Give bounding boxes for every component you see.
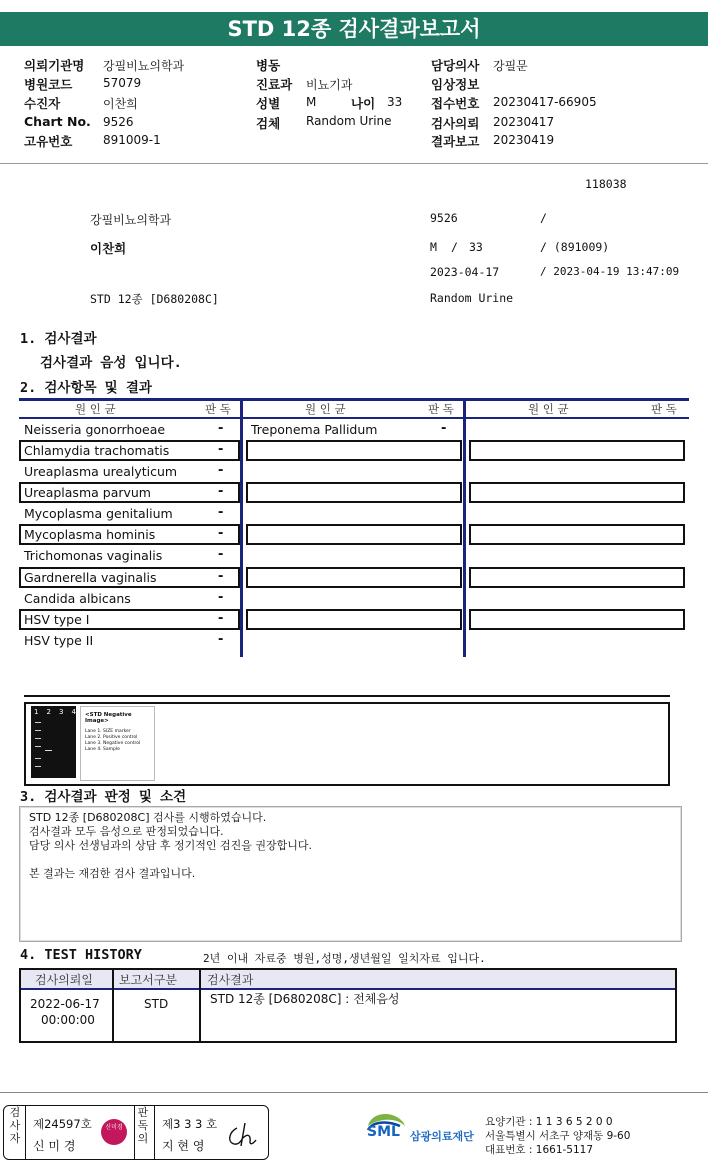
seal-text: 신미경 <box>105 1124 123 1131</box>
gel-legend-item: Lane 2. Positive control <box>85 735 138 740</box>
history-col-divider <box>112 968 114 1043</box>
label-ward: 병동 <box>256 58 281 73</box>
opinion-box <box>19 806 682 942</box>
label-request-date: 검사의뢰 <box>431 116 480 131</box>
gel-legend <box>80 706 155 781</box>
org-code: 요양기관 : 1 1 3 6 5 2 0 0 <box>485 1116 613 1128</box>
report-title: STD 12종 검사결과보고서 <box>0 12 708 46</box>
history-type: STD <box>144 997 169 1011</box>
gel-image <box>31 706 76 778</box>
pathogen-result: - <box>441 421 447 436</box>
opinion-line: STD 12종 [D680208C] 검사를 시행하였습니다. <box>29 811 267 824</box>
history-col-divider <box>199 968 201 1043</box>
grid-header-border <box>19 417 689 419</box>
col-judge-3: 판 독 <box>651 402 677 416</box>
row-box-mid <box>246 609 462 630</box>
summary-slash: / <box>540 211 547 225</box>
label-sex: 성별 <box>256 96 281 111</box>
pathogen-name: Mycoplasma genitalium <box>24 506 173 521</box>
row-box-right <box>469 609 685 630</box>
summary-patient: 이찬희 <box>90 241 127 256</box>
label-receipt-no: 접수번호 <box>431 96 480 111</box>
grid-divider-2 <box>463 398 466 657</box>
label-specimen: 검체 <box>256 116 281 131</box>
value-sex: M <box>306 95 317 109</box>
marker-band <box>35 730 41 731</box>
pathogen-result: - <box>218 590 224 605</box>
gel-legend-title: <STD Negative Image> <box>85 712 132 724</box>
sign-divider <box>154 1106 155 1159</box>
history-result: STD 12종 [D680208C] : 전체음성 <box>210 992 400 1006</box>
reviewer-license: 제3 3 3 호 <box>162 1117 218 1131</box>
pathogen-result: - <box>218 442 224 457</box>
reviewer-signature <box>225 1120 261 1150</box>
row-box-mid <box>246 567 462 588</box>
col-pathogen-1: 원 인 균 <box>75 402 116 416</box>
col-pathogen-2: 원 인 균 <box>305 402 346 416</box>
row-box-right <box>469 567 685 588</box>
pathogen-result: - <box>218 632 224 647</box>
pathogen-result: - <box>218 463 224 478</box>
marker-band <box>35 746 41 747</box>
value-department: 비뇨기과 <box>306 78 353 92</box>
label-department: 진료과 <box>256 77 293 92</box>
pathogen-result: - <box>218 505 224 520</box>
pathogen-name: Ureaplasma parvum <box>24 485 151 500</box>
value-unique-no: 891009-1 <box>103 133 161 147</box>
pathogen-result: - <box>218 547 224 562</box>
section4-heading: 4. TEST HISTORY <box>20 947 142 963</box>
col-pathogen-3: 원 인 균 <box>528 402 569 416</box>
pathogen-name: Trichomonas vaginalis <box>24 548 163 563</box>
section1-heading: 1. 검사결과 <box>20 331 97 347</box>
col-judge-1: 판 독 <box>205 402 231 416</box>
summary-hospital: 강필비뇨의학과 <box>90 213 172 227</box>
value-doctor: 강필문 <box>493 59 528 73</box>
summary-report-datetime: / 2023-04-19 13:47:09 <box>540 265 680 278</box>
pathogen-result: - <box>218 421 224 436</box>
lane-label: 2 <box>46 708 51 716</box>
marker-band <box>35 758 41 759</box>
pathogen-result: - <box>218 611 224 626</box>
summary-request-date: 2023-04-17 <box>430 265 500 279</box>
pathogen-name: Mycoplasma hominis <box>24 527 156 542</box>
opinion-line: 본 결과는 재검한 검사 결과입니다. <box>29 867 196 880</box>
label-unique-no: 고유번호 <box>24 134 73 149</box>
header-divider <box>0 163 708 164</box>
row-box-right <box>469 482 685 503</box>
row-box-right <box>469 440 685 461</box>
value-age: 33 <box>387 95 403 109</box>
summary-specimen: Random Urine <box>430 291 514 305</box>
pathogen-name: Chlamydia trachomatis <box>24 443 170 458</box>
org-name: 삼광의료재단 <box>410 1130 474 1143</box>
history-note: 2년 이내 자료중 병원,성명,생년월일 일치자료 입니다. <box>203 952 486 965</box>
positive-band <box>45 750 52 751</box>
grid-top-border <box>19 398 689 401</box>
value-specimen: Random Urine <box>306 114 392 128</box>
value-hospital-code: 57079 <box>103 76 142 90</box>
gel-legend-item: Lane 4. Sample <box>85 747 120 752</box>
opinion-line <box>29 853 312 867</box>
row-box-mid <box>246 482 462 503</box>
summary-slash-mid: / <box>451 240 458 254</box>
label-patient: 수진자 <box>24 96 61 111</box>
label-age: 나이 <box>351 96 376 111</box>
label-report-date: 결과보고 <box>431 134 480 149</box>
col-judge-2: 판 독 <box>428 402 454 416</box>
section3-heading: 3. 검사결과 판정 및 소견 <box>20 789 187 805</box>
inspector-seal <box>101 1119 127 1145</box>
marker-band <box>35 738 41 739</box>
history-col-type: 보고서구분 <box>119 973 177 987</box>
row-box-mid <box>246 440 462 461</box>
summary-code: 118038 <box>585 177 627 191</box>
value-receipt-no: 20230417-66905 <box>493 95 597 109</box>
history-col-result: 검사결과 <box>207 973 254 987</box>
row-box-mid <box>246 524 462 545</box>
lane-label: 1 <box>34 708 39 716</box>
summary-test-name: STD 12종 [D680208C] <box>90 292 219 306</box>
pathogen-name: Neisseria gonorrhoeae <box>24 422 166 437</box>
section2-heading: 2. 검사항목 및 결과 <box>20 380 152 396</box>
lane-label: 3 <box>59 708 64 716</box>
marker-band <box>35 722 41 723</box>
inspector-name: 신 미 경 <box>33 1139 76 1153</box>
summary-birth: / (891009) <box>540 240 610 254</box>
gel-legend-item: Lane 1. SIZE marker <box>85 729 131 734</box>
history-col-date: 검사의뢰일 <box>35 973 93 987</box>
pathogen-result: - <box>218 569 224 584</box>
sign-divider <box>134 1106 135 1159</box>
inspector-license: 제24597호 <box>33 1117 92 1131</box>
reviewer-label: 판독의 <box>137 1106 149 1145</box>
opinion-line: 담당 의사 선생님과의 상담 후 정기적인 검진을 권장합니다. <box>29 839 312 852</box>
pathogen-name: Candida albicans <box>24 591 131 606</box>
value-patient: 이찬희 <box>103 97 138 111</box>
opinion-line: 검사결과 모두 음성으로 판정되었습니다. <box>29 825 224 838</box>
label-hospital: 의뢰기관명 <box>24 58 85 73</box>
marker-band <box>35 766 41 767</box>
sign-divider <box>25 1106 26 1159</box>
gel-legend-item: Lane 3. Negative control <box>85 741 141 746</box>
grid-divider-1 <box>240 398 243 657</box>
pathogen-name: Gardnerella vaginalis <box>24 570 157 585</box>
pathogen-name: HSV type II <box>24 633 94 648</box>
pathogen-name: Ureaplasma urealyticum <box>24 464 178 479</box>
value-request-date: 20230417 <box>493 115 555 129</box>
summary-sex: M <box>430 240 437 254</box>
section1-result: 검사결과 음성 입니다. <box>40 355 182 371</box>
label-chart-no: Chart No. <box>24 114 91 129</box>
summary-age: 33 <box>469 240 483 254</box>
pathogen-result: - <box>218 526 224 541</box>
value-hospital: 강필비뇨의학과 <box>103 59 185 73</box>
pathogen-name: HSV type I <box>24 612 90 627</box>
summary-chart: 9526 <box>430 211 458 225</box>
inspector-label: 검사자 <box>9 1106 21 1145</box>
history-time: 00:00:00 <box>41 1013 95 1027</box>
label-hospital-code: 병원코드 <box>24 77 73 92</box>
history-date: 2022-06-17 <box>30 997 100 1011</box>
org-address: 서울특별시 서초구 양재동 9-60 <box>485 1130 631 1142</box>
lane-label: 4 <box>71 708 76 716</box>
label-clinical-info: 임상정보 <box>431 77 480 92</box>
pathogen-name: Treponema Pallidum <box>251 422 378 437</box>
image-top-rule <box>24 695 670 697</box>
row-box-right <box>469 524 685 545</box>
pathogen-result: - <box>218 484 224 499</box>
value-report-date: 20230419 <box>493 133 555 147</box>
org-logo-text: SML <box>367 1124 400 1140</box>
org-phone: 대표번호 : 1661-5117 <box>485 1144 594 1156</box>
value-chart-no: 9526 <box>103 115 134 129</box>
label-doctor: 담당의사 <box>431 58 480 73</box>
reviewer-name: 지 현 영 <box>162 1139 205 1153</box>
footer-divider <box>0 1092 708 1093</box>
